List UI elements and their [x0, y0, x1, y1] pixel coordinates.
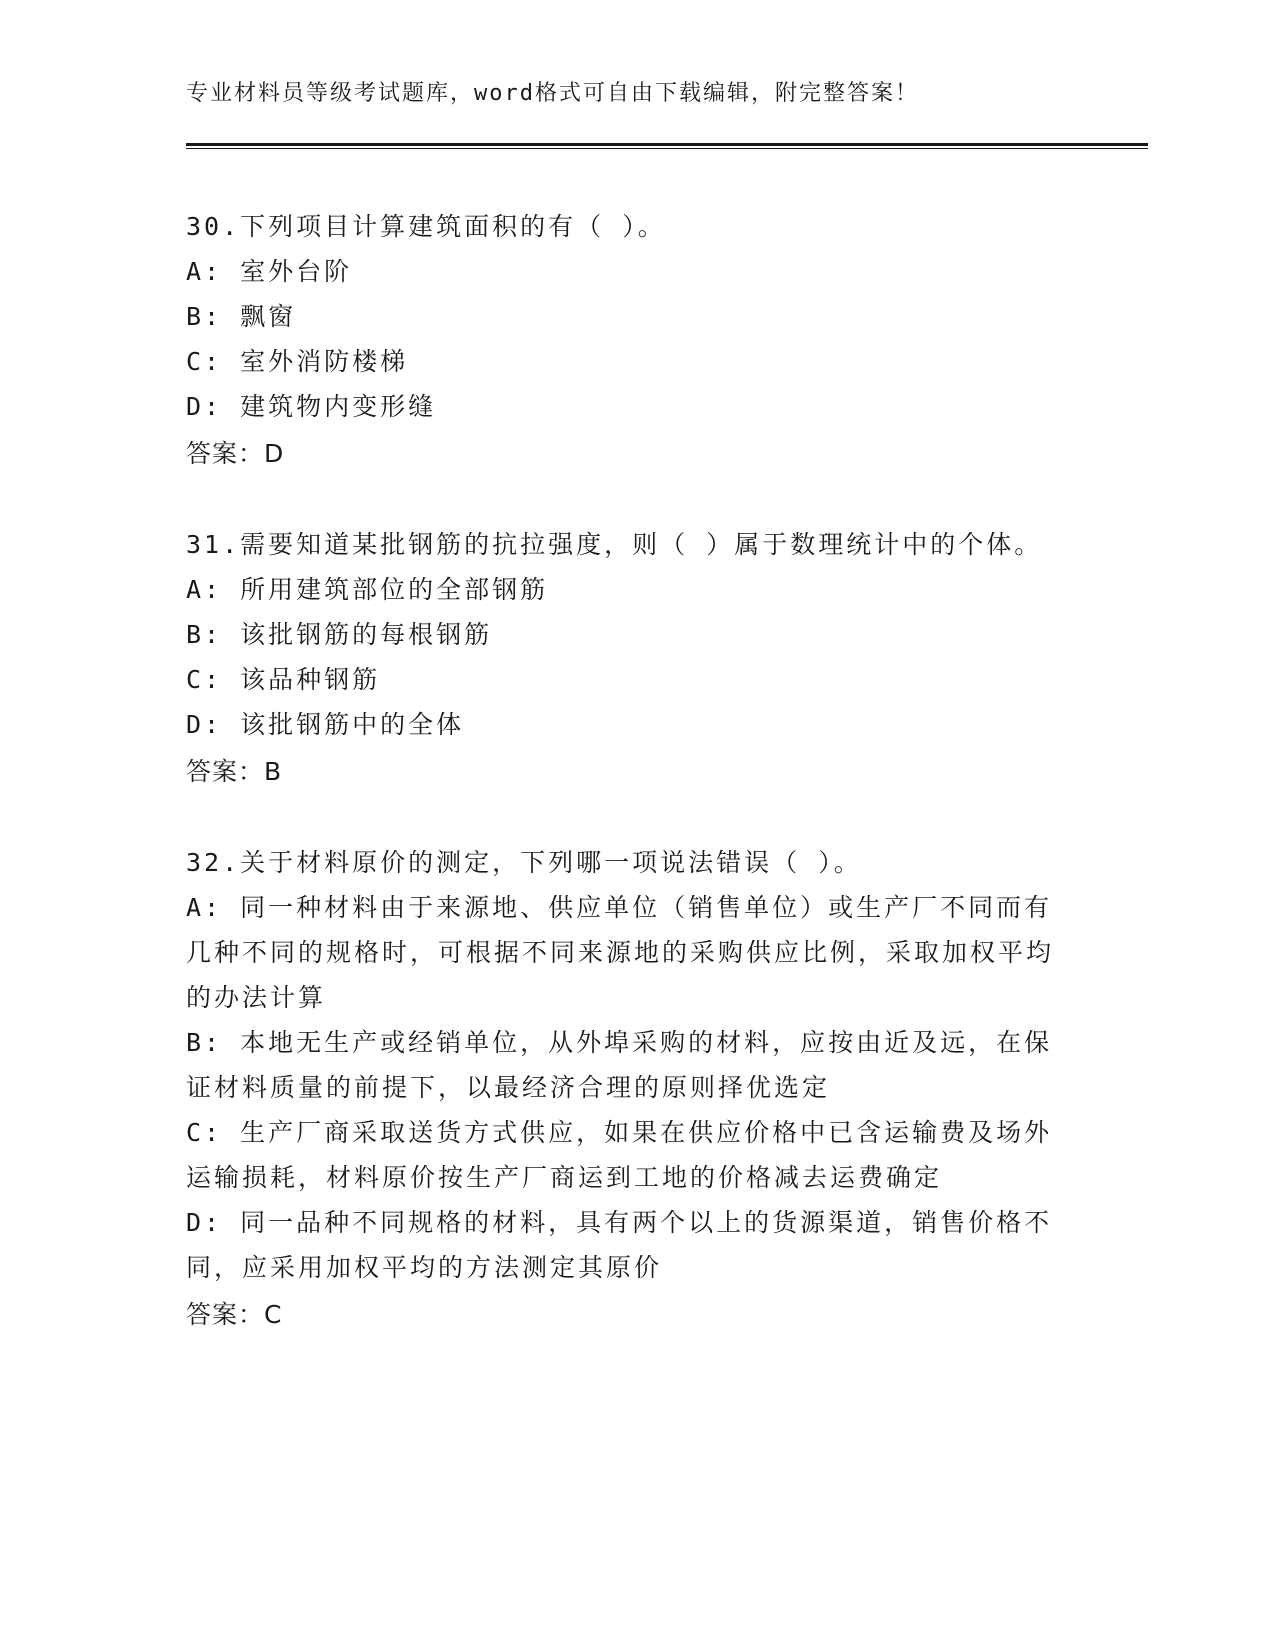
option-a: A: 所用建筑部位的全部钢筋 — [186, 575, 549, 604]
question-stem: 31.需要知道某批钢筋的抗拉强度，则（ ）属于数理统计中的个体。 — [186, 530, 1043, 559]
option-d: D: 建筑物内变形缝 — [186, 392, 437, 421]
option-a: A: 同一种材料由于来源地、供应单位（销售单位）或生产厂不同而有几种不同的规格时，可根据不同来源地的采购供应比例，采取加权平均的办法计算 — [186, 893, 1055, 1012]
header-divider — [186, 143, 1148, 149]
option-b: B: 飘窗 — [186, 302, 297, 331]
option-a: A: 室外台阶 — [186, 257, 353, 286]
answer: 答案：B — [186, 757, 283, 786]
option-d: D: 该批钢筋中的全体 — [186, 710, 465, 739]
page-header: 专业材料员等级考试题库，word格式可自由下载编辑，附完整答案！ — [186, 81, 919, 106]
answer: 答案：D — [186, 439, 285, 468]
option-d: D: 同一品种不同规格的材料，具有两个以上的货源渠道，销售价格不同，应采用加权平均的方法测定其原价 — [186, 1208, 1053, 1282]
option-b: B: 该批钢筋的每根钢筋 — [186, 620, 493, 649]
question-list — [186, 204, 1066, 1383]
question-30 — [186, 204, 1066, 476]
option-c: C: 该品种钢筋 — [186, 665, 381, 694]
option-b: B: 本地无生产或经销单位，从外埠采购的材料，应按由近及远，在保证材料质量的前提下，以最经济合理的原则择优选定 — [186, 1028, 1053, 1102]
question-31 — [186, 522, 1066, 794]
question-32 — [186, 840, 1066, 1337]
question-stem: 30.下列项目计算建筑面积的有（ ）。 — [186, 212, 666, 241]
answer: 答案：C — [186, 1300, 283, 1329]
question-stem: 32.关于材料原价的测定，下列哪一项说法错误（ ）。 — [186, 848, 862, 877]
option-c: C: 生产厂商采取送货方式供应，如果在供应价格中已含运输费及场外运输损耗，材料原价按生产厂商运到工地的价格减去运费确定 — [186, 1118, 1053, 1192]
option-c: C: 室外消防楼梯 — [186, 347, 409, 376]
